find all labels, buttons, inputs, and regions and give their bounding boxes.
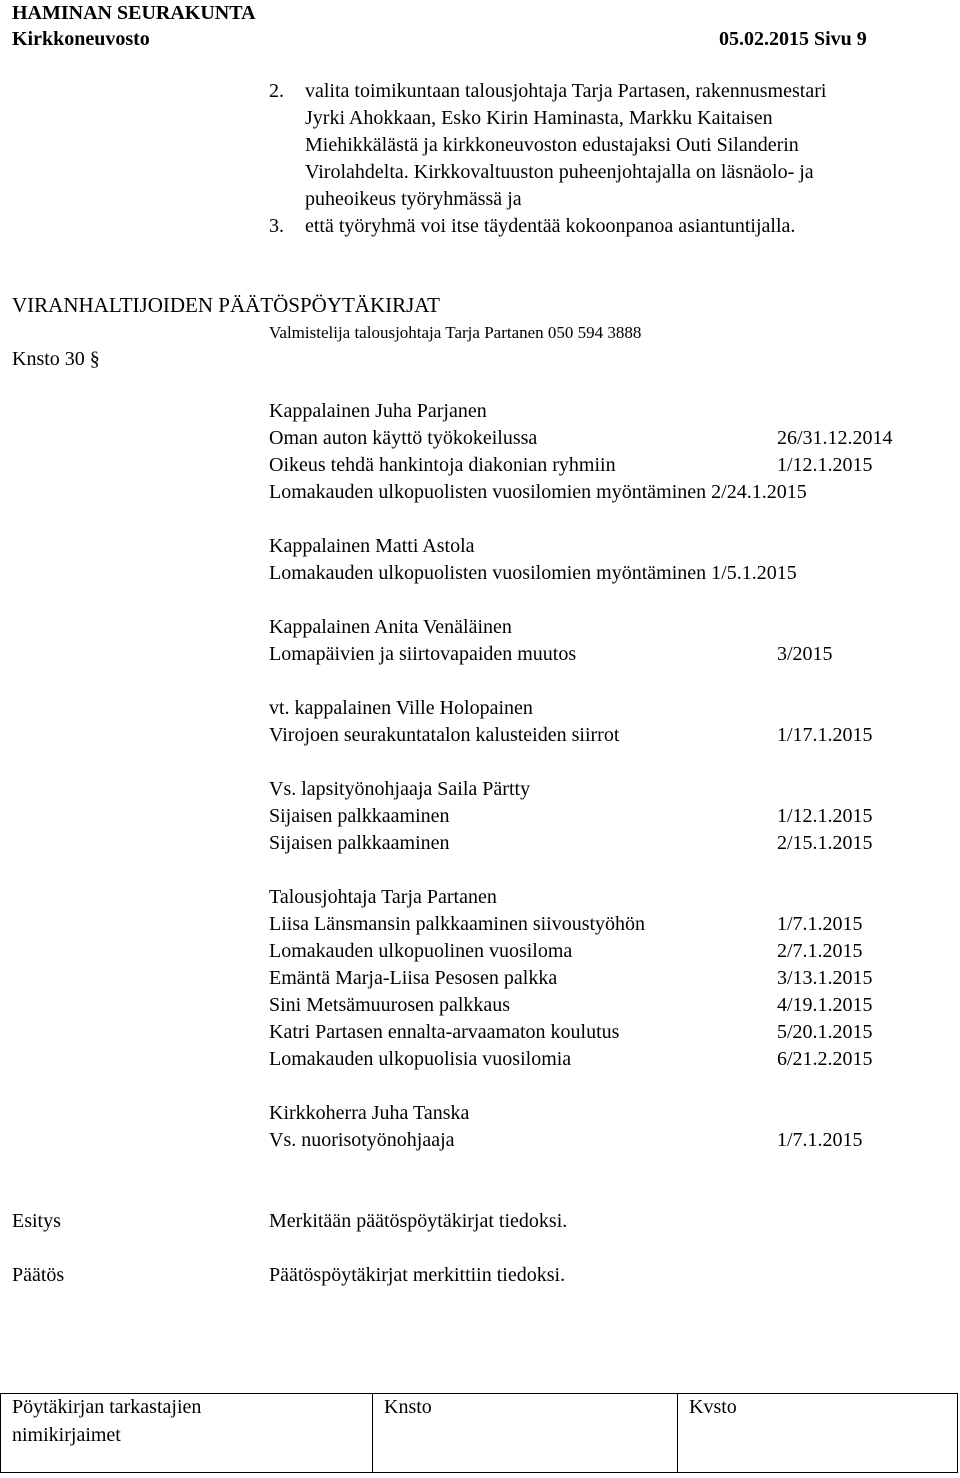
item-reference: 3/2015 xyxy=(777,643,833,665)
item-text: Katri Partasen ennalta-arvaamaton koulutus xyxy=(269,1021,620,1043)
list-item xyxy=(269,454,873,477)
item-text: Lomapäivien ja siirtovapaiden muutos xyxy=(269,643,577,665)
group-heading: Kappalainen Anita Venäläinen xyxy=(269,616,512,638)
preparer-line: Valmistelija talousjohtaja Tarja Partanen 050 594 3888 xyxy=(269,323,642,342)
list-item xyxy=(269,940,863,963)
list-item xyxy=(269,724,873,747)
item-reference: 3/13.1.2015 xyxy=(777,967,873,989)
item-text: Lomakauden ulkopuolisten vuosilomien myöntäminen 1/5.1.2015 xyxy=(269,562,797,584)
item-text: Sini Metsämuurosen palkkaus xyxy=(269,994,511,1016)
item-text: Sijaisen palkkaaminen xyxy=(269,832,450,854)
section-reference: Knsto 30 § xyxy=(12,348,100,370)
list-item xyxy=(269,481,807,504)
list-item xyxy=(269,967,873,990)
list-item xyxy=(269,1048,873,1071)
date-page: 05.02.2015 Sivu 9 xyxy=(719,28,867,50)
list-item xyxy=(269,643,833,666)
list-item xyxy=(269,994,873,1017)
item-text: Liisa Länsmansin palkkaaminen siivoustyöhön xyxy=(269,913,646,935)
item-text: Lomakauden ulkopuolinen vuosiloma xyxy=(269,940,573,962)
item-reference: 1/12.1.2015 xyxy=(777,805,873,827)
item-2-line-5: puheoikeus työryhmässä ja xyxy=(305,188,522,210)
item-2-line-1: valita toimikuntaan talousjohtaja Tarja Partasen, rakennusmestari xyxy=(305,80,827,102)
item-3-text: että työryhmä voi itse täydentää kokoonpanoa asiantuntijalla. xyxy=(305,215,796,237)
item-2-line-4: Virolahdelta. Kirkkovaltuuston puheenjohtajalla on läsnäolo- ja xyxy=(305,161,814,183)
list-item xyxy=(269,427,893,450)
item-text: Oikeus tehdä hankintoja diakonian ryhmiin xyxy=(269,454,616,476)
item-reference: 2/7.1.2015 xyxy=(777,940,863,962)
list-item xyxy=(269,562,797,585)
item-reference: 1/17.1.2015 xyxy=(777,724,873,746)
item-text: Sijaisen palkkaaminen xyxy=(269,805,450,827)
org-name: HAMINAN SEURAKUNTA xyxy=(12,2,256,24)
group-heading: Kappalainen Juha Parjanen xyxy=(269,400,487,422)
proposal-text: Merkitään päätöspöytäkirjat tiedoksi. xyxy=(269,1210,568,1232)
item-reference: 2/15.1.2015 xyxy=(777,832,873,854)
decision-label: Päätös xyxy=(12,1264,65,1286)
item-text: Emäntä Marja-Liisa Pesosen palkka xyxy=(269,967,558,989)
decision-text: Päätöspöytäkirjat merkittiin tiedoksi. xyxy=(269,1264,566,1286)
item-reference: 5/20.1.2015 xyxy=(777,1021,873,1043)
group-heading: Kappalainen Matti Astola xyxy=(269,535,475,557)
list-item xyxy=(269,1021,873,1044)
signatures-label-line-2: nimikirjaimet xyxy=(12,1424,121,1446)
list-item xyxy=(269,805,873,828)
item-text: Lomakauden ulkopuolisia vuosilomia xyxy=(269,1048,572,1070)
item-text: Virojoen seurakuntatalon kalusteiden siirrot xyxy=(269,724,620,746)
signatures-label-line-1: Pöytäkirjan tarkastajien xyxy=(12,1396,202,1418)
group-heading: vt. kappalainen Ville Holopainen xyxy=(269,697,533,719)
item-2-line-2: Jyrki Ahokkaan, Esko Kirin Haminasta, Markku Kaitaisen xyxy=(305,107,773,129)
item-2-line-3: Miehikkälästä ja kirkkoneuvoston edustajaksi Outi Silanderin xyxy=(305,134,799,156)
knsto-label: Knsto xyxy=(384,1396,432,1418)
item-reference: 4/19.1.2015 xyxy=(777,994,873,1016)
item-reference: 26/31.12.2014 xyxy=(777,427,893,449)
item-text: Oman auton käyttö työkokeilussa xyxy=(269,427,538,449)
list-item xyxy=(269,832,873,855)
list-item xyxy=(269,913,863,936)
signature-box xyxy=(0,1393,958,1473)
item-text: Lomakauden ulkopuolisten vuosilomien myöntäminen 2/24.1.2015 xyxy=(269,481,807,503)
item-3-number: 3. xyxy=(269,215,284,237)
body-name: Kirkkoneuvosto xyxy=(12,28,150,50)
group-heading: Vs. lapsityönohjaaja Saila Pärtty xyxy=(269,778,531,800)
item-reference: 1/12.1.2015 xyxy=(777,454,873,476)
item-reference: 1/7.1.2015 xyxy=(777,913,863,935)
proposal-label: Esitys xyxy=(12,1210,61,1232)
item-2-number: 2. xyxy=(269,80,284,102)
group-heading: Kirkkoherra Juha Tanska xyxy=(269,1102,470,1124)
section-title: VIRANHALTIJOIDEN PÄÄTÖSPÖYTÄKIRJAT xyxy=(12,293,440,317)
item-reference: 6/21.2.2015 xyxy=(777,1048,873,1070)
item-text: Vs. nuorisotyönohjaaja xyxy=(269,1129,455,1151)
list-item xyxy=(269,1129,863,1152)
group-heading: Talousjohtaja Tarja Partanen xyxy=(269,886,497,908)
item-reference: 1/7.1.2015 xyxy=(777,1129,863,1151)
kvsto-label: Kvsto xyxy=(689,1396,737,1418)
